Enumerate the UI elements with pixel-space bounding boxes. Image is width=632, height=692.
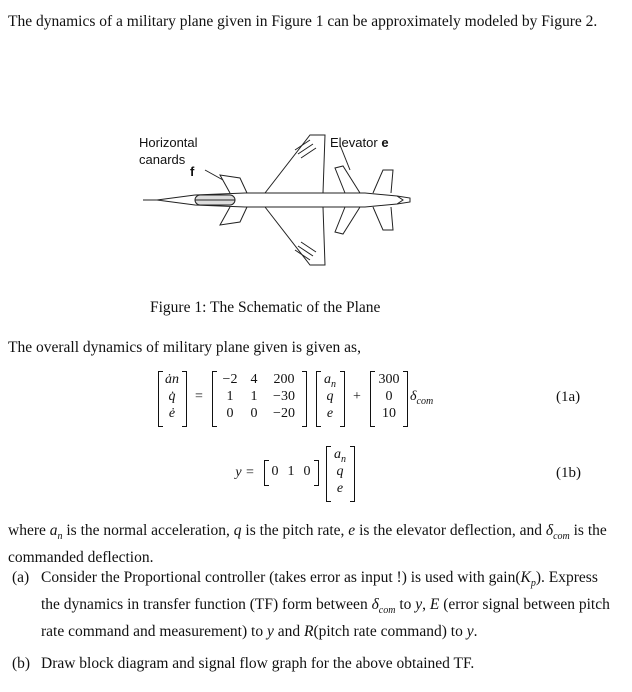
A-2-0: 0 [226,406,234,421]
part-b-label: (b) [12,655,31,672]
C-2: 0 [303,464,311,479]
intro-text: The dynamics of a military plane given in Figure 1 can be approximately modeled by Figure 2. [8,13,598,30]
A-0-1: 4 [250,372,258,387]
elevator-label-text: Elevator [330,135,378,150]
canards-label [139,134,198,168]
canards-label-line2: canards [139,152,186,167]
figure-caption: Figure 1: The Schematic of the Plane [150,299,381,316]
A-2-2: −20 [273,406,295,421]
eq2-state-1: q [336,464,344,479]
eq2-state-2: e [336,481,344,496]
part-a-text: Consider the Proportional controller (takes error as input !) is used with $gain(K_p)$. Express the dynamics in transfer function (TF) form between $\delta_{com}$ to y, E (error signal between pitch rate command and measurement) to y and R(pitch rate command) to y. [41,569,610,641]
A-1-1: 1 [250,389,258,404]
canards-f-label: f [190,164,195,179]
B-2: 10 [382,406,396,421]
C-1: 1 [287,464,295,479]
A-2-1: 0 [250,406,258,421]
overall-text: The overall dynamics of military plane given is given as, [8,339,361,356]
B-1: 0 [385,389,393,404]
A-0-2: 200 [273,372,295,387]
state-dot-1: q̇ [168,389,176,404]
part-b [12,653,616,674]
B-0: 300 [378,372,400,387]
equation-1b [0,443,632,505]
state-2: e [326,406,334,421]
A-0-0: −2 [222,372,238,387]
canards-label-line1: Horizontal [139,135,198,150]
part-b-text: Draw block diagram and signal flow graph for the above obtained TF. [41,655,475,672]
A-1-2: −30 [273,389,295,404]
eq2-state-0: $a_n$ [334,447,346,465]
state-dot-2: ė [168,406,176,421]
state-0: $a_n$ [324,372,336,390]
A-1-0: 1 [226,389,234,404]
state-1: q [326,389,334,404]
plane-figure [135,120,425,280]
elevator-label [330,135,389,150]
part-a [12,567,616,642]
input-delta-com: $\delta_{com}$ [410,389,434,407]
elevator-e-label: e [381,135,389,150]
equation-1a [0,368,632,428]
where-paragraph: where $a_n$ is the normal acceleration, q is the pitch rate, e is the elevator deflection, and $\delta_{com}$ is the commanded deflection. [8,522,607,567]
eq2-lhs: y = [235,465,255,480]
eq-tag-1a: (1a) [556,389,581,405]
C-0: 0 [271,464,279,479]
intro-paragraph [8,11,608,32]
plus-sign: + [353,389,361,404]
eq-tag-1b: (1b) [556,465,581,481]
equals-sign: = [195,389,203,404]
part-a-label: (a) [12,569,30,586]
state-dot-0: ȧn [165,372,179,387]
